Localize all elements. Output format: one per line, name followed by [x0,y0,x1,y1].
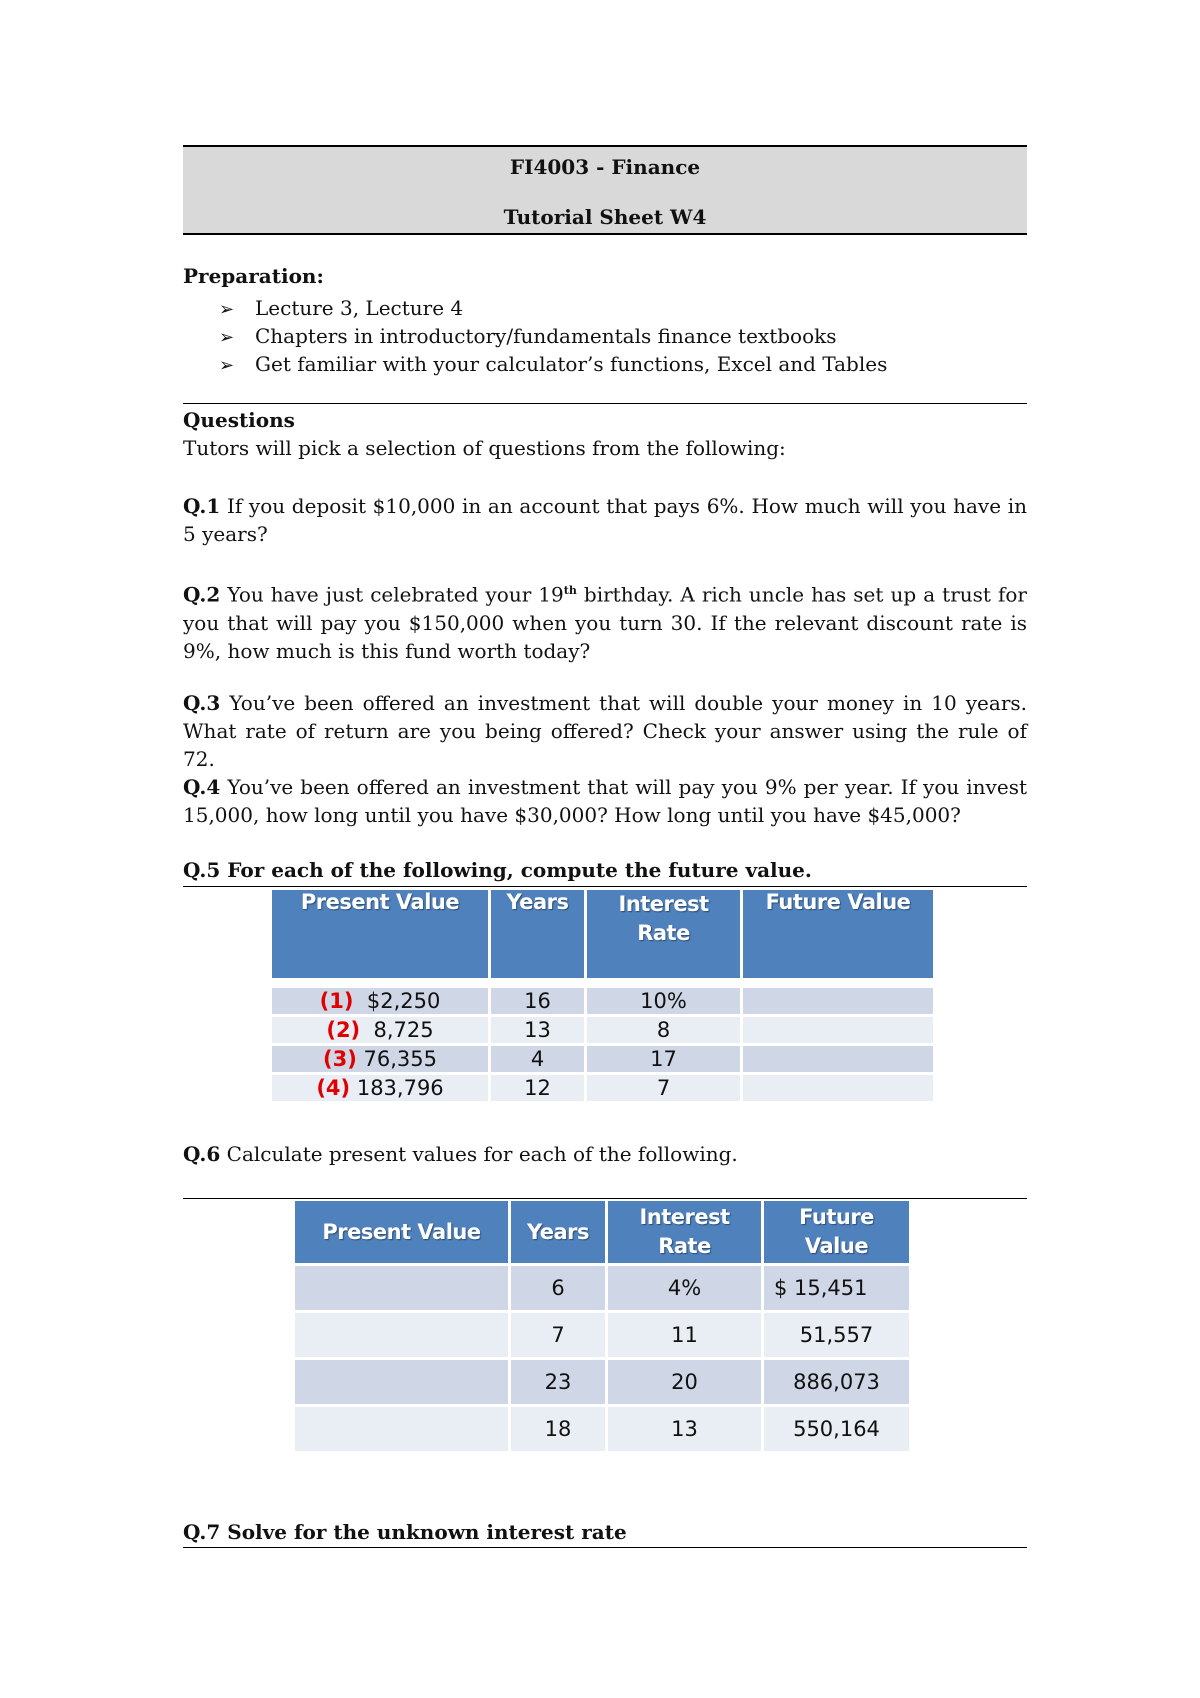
table-row: 7 11 51,557 [295,1313,909,1357]
questions-intro: Tutors will pick a selection of questions from the following: [183,436,786,460]
table-header-row [272,890,933,978]
question-7-heading: Q.7 Solve for the unknown interest rate [183,1520,627,1544]
list-item: ➢ Chapters in introductory/fundamentals finance textbooks [219,322,887,350]
question-2: Q.2 You have just celebrated your 19th birthday. A rich uncle has set up a trust for you that will pay you $150,000 when you turn 30. If the relevant discount rate is 9%, how much is this fund worth today? [183,582,1027,663]
question-3: Q.3 You’ve been offered an investment that will double your money in 10 years. What rate of return are you being offered? Check your answer using the rule of 72. [183,691,1027,771]
sheet-title: Tutorial Sheet W4 [503,205,707,229]
table-row: 6 4% $ 15,451 [295,1266,909,1310]
preparation-heading: Preparation: [183,264,324,288]
header-years: Years [491,890,584,978]
list-item: ➢ Get familiar with your calculator’s functions, Excel and Tables [219,350,887,378]
section-divider [183,1547,1027,1548]
course-title: FI4003 - Finance [509,155,701,179]
list-item: ➢ Lecture 3, Lecture 4 [219,294,887,322]
questions-heading: Questions [183,408,295,432]
header-interest-rate: Interest Rate [587,890,740,978]
table-row: (4) 183,796 12 7 [272,1075,933,1101]
question-5-heading: Q.5 For each of the following, compute the future value. [183,858,812,882]
preparation-list [219,294,887,378]
question-1: Q.1 If you deposit $10,000 in an account that pays 6%. How much will you have in 5 years? [183,494,1027,546]
table-row: 23 20 886,073 [295,1360,909,1404]
header-years: Years [511,1201,605,1263]
table-row: (1) $2,250 16 10% [272,988,933,1014]
question-4: Q.4 You’ve been offered an investment that will pay you 9% per year. If you invest 15,000, how long until you have $30,000? How long until you have $45,000? [183,775,1027,827]
table-row: 18 13 550,164 [295,1407,909,1451]
header-future-value: Future Value [743,890,933,978]
section-divider [183,403,1027,404]
header-present-value: Present Value [295,1201,508,1263]
present-value-table [292,1198,912,1454]
title-box [183,145,1027,235]
table-row: (3) 76,355 4 17 [272,1046,933,1072]
question-6: Q.6 Calculate present values for each of the following. [183,1142,738,1166]
table-header-row [295,1201,909,1263]
header-future-value: Future Value [764,1201,909,1263]
header-present-value: Present Value [272,890,488,978]
arrow-bullet-icon: ➢ [219,299,235,320]
arrow-bullet-icon: ➢ [219,355,235,376]
arrow-bullet-icon: ➢ [219,327,235,348]
header-interest-rate: Interest Rate [608,1201,761,1263]
future-value-table [269,887,936,1104]
table-row: (2) 8,725 13 8 [272,1017,933,1043]
